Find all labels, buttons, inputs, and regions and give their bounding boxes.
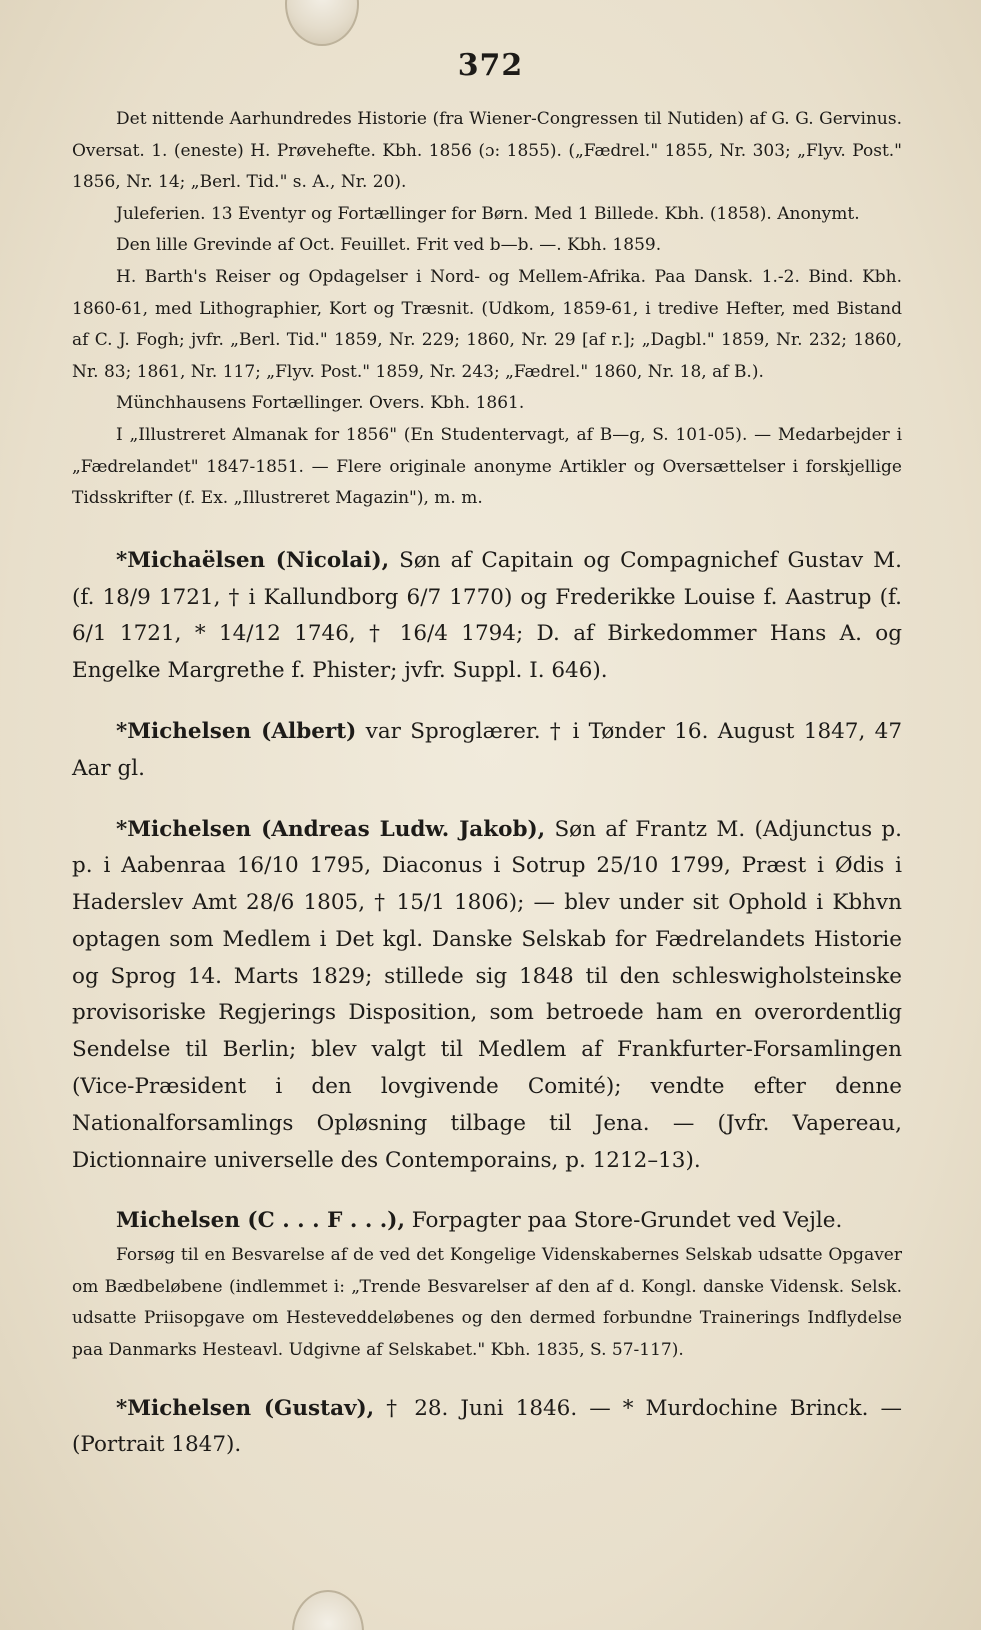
biography-entry xyxy=(72,812,902,1180)
entry-text: Søn af Capitain og Compagnichef Gustav M. (f. 18/9 1721, † i Kallundborg 6/7 1770) og Frederikke Louise f. Aastrup (f. 6/1 1721, * 14/12 1746, † 16/4 1794; D. af Birkedommer Hans A. og Engelke Margrethe f. Phister; jvfr. Suppl. I. 646). xyxy=(72,547,902,684)
bibliography-entry: Forsøg til en Besvarelse af de ved det Kongelige Videnskabernes Selskab udsatte Opgaver om Bædbeløbene (indlemmet i: „Trende Besvarelser af den af d. Kongl. danske Vidensk. Selsk. udsatte Priisopgave om Hesteveddeløbenes og den dermed forbundne Trainerings Indflydelse paa Danmarks Hesteavl. Udgivne af Selskabet." Kbh. 1835, S. 57-117). xyxy=(72,1245,902,1361)
binding-hole-top xyxy=(285,0,359,46)
entry-heading: *Michelsen (Albert) xyxy=(116,718,357,744)
page-number: 372 xyxy=(457,48,524,83)
entry-text: var Sproglærer. † i Tønder 16. August 1847, 47 Aar gl. xyxy=(72,718,903,781)
entry-heading: *Michelsen (Gustav), xyxy=(116,1395,375,1421)
bibliography-entry: Den lille Grevinde af Oct. Feuillet. Frit ved b—b. —. Kbh. 1859. xyxy=(116,235,662,256)
biography-entry xyxy=(72,714,902,788)
bibliography-entry: Juleferien. 13 Eventyr og Fortællinger for Børn. Med 1 Billede. Kbh. (1858). Anonymt. xyxy=(116,203,860,224)
entry-heading: *Michelsen (Andreas Ludw. Jakob), xyxy=(116,816,546,842)
bibliography-entry: Münchhausens Fortællinger. Overs. Kbh. 1861. xyxy=(116,393,525,414)
entry-text: Søn af Frantz M. (Adjunctus p. p. i Aabenraa 16/10 1795, Diaconus i Sotrup 25/10 1799, Præst i Ødis i Haderslev Amt 28/6 1805, † 15/1 1806); — blev under sit Ophold i Kbhvn optagen som Medlem i Det kgl. Danske Selskab for Fædrelandets Historie og Sprog 14. Marts 1829; stillede sig 1848 til den schleswigholsteinske provisoriske Regjerings Disposition, som betroede ham en overordentlig Sendelse til Berlin; blev valgt til Medlem af Frankfurter-Forsamlingen (Vice-Præsident i den lovgivende Comité); vendte efter denne Nationalforsamlings Opløsning tilbage til Jena. — (Jvfr. Vapereau, Dictionnaire universelle des Contemporains, p. 1212–13). xyxy=(72,816,902,1173)
entry-text: Forpagter paa Store-Grundet ved Vejle. xyxy=(404,1208,843,1234)
entry-text: † 28. Juni 1846. — * Murdochine Brinck. — (Portrait 1847). xyxy=(72,1395,902,1458)
biography-entry xyxy=(72,1391,902,1465)
biography-entry xyxy=(72,543,902,690)
page-body xyxy=(72,104,902,1464)
bibliography-entry: H. Barth's Reiser og Opdagelser i Nord- og Mellem-Afrika. Paa Dansk. 1.-2. Bind. Kbh. 1860-61, med Lithographier, Kort og Træsnit. (Udkom, 1859-61, i tredive Hefter, med Bistand af C. J. Fogh; jvfr. „Berl. Tid." 1859, Nr. 229; 1860, Nr. 29 [af r.]; „Dagbl." 1859, Nr. 232; 1860, Nr. 83; 1861, Nr. 117; „Flyv. Post." 1859, Nr. 243; „Fædrel." 1860, Nr. 18, af B.). xyxy=(72,266,902,382)
entry-heading: *Michaëlsen (Nicolai), xyxy=(116,547,390,573)
binding-hole-bottom xyxy=(292,1590,364,1630)
entry-heading: Michelsen (C . . . F . . .), xyxy=(116,1208,405,1234)
bibliography-entry: Det nittende Aarhundredes Historie (fra Wiener-Congressen til Nutiden) af G. G. Gervinus. Oversat. 1. (eneste) H. Prøvehefte. Kbh. 1856 (ɔ: 1855). („Fædrel." 1855, Nr. 303; „Flyv. Post." 1856, Nr. 14; „Berl. Tid." s. A., Nr. 20). xyxy=(72,109,902,193)
bibliography-entry: I „Illustreret Almanak for 1856" (En Studentervagt, af B—g, S. 101-05). — Medarbejder i „Fædrelandet" 1847-1851. — Flere originale anonyme Artikler og Oversættelser i forskjellige Tidsskrifter (f. Ex. „Illustreret Magazin"), m. m. xyxy=(72,424,902,509)
biography-entry xyxy=(72,1203,902,1240)
